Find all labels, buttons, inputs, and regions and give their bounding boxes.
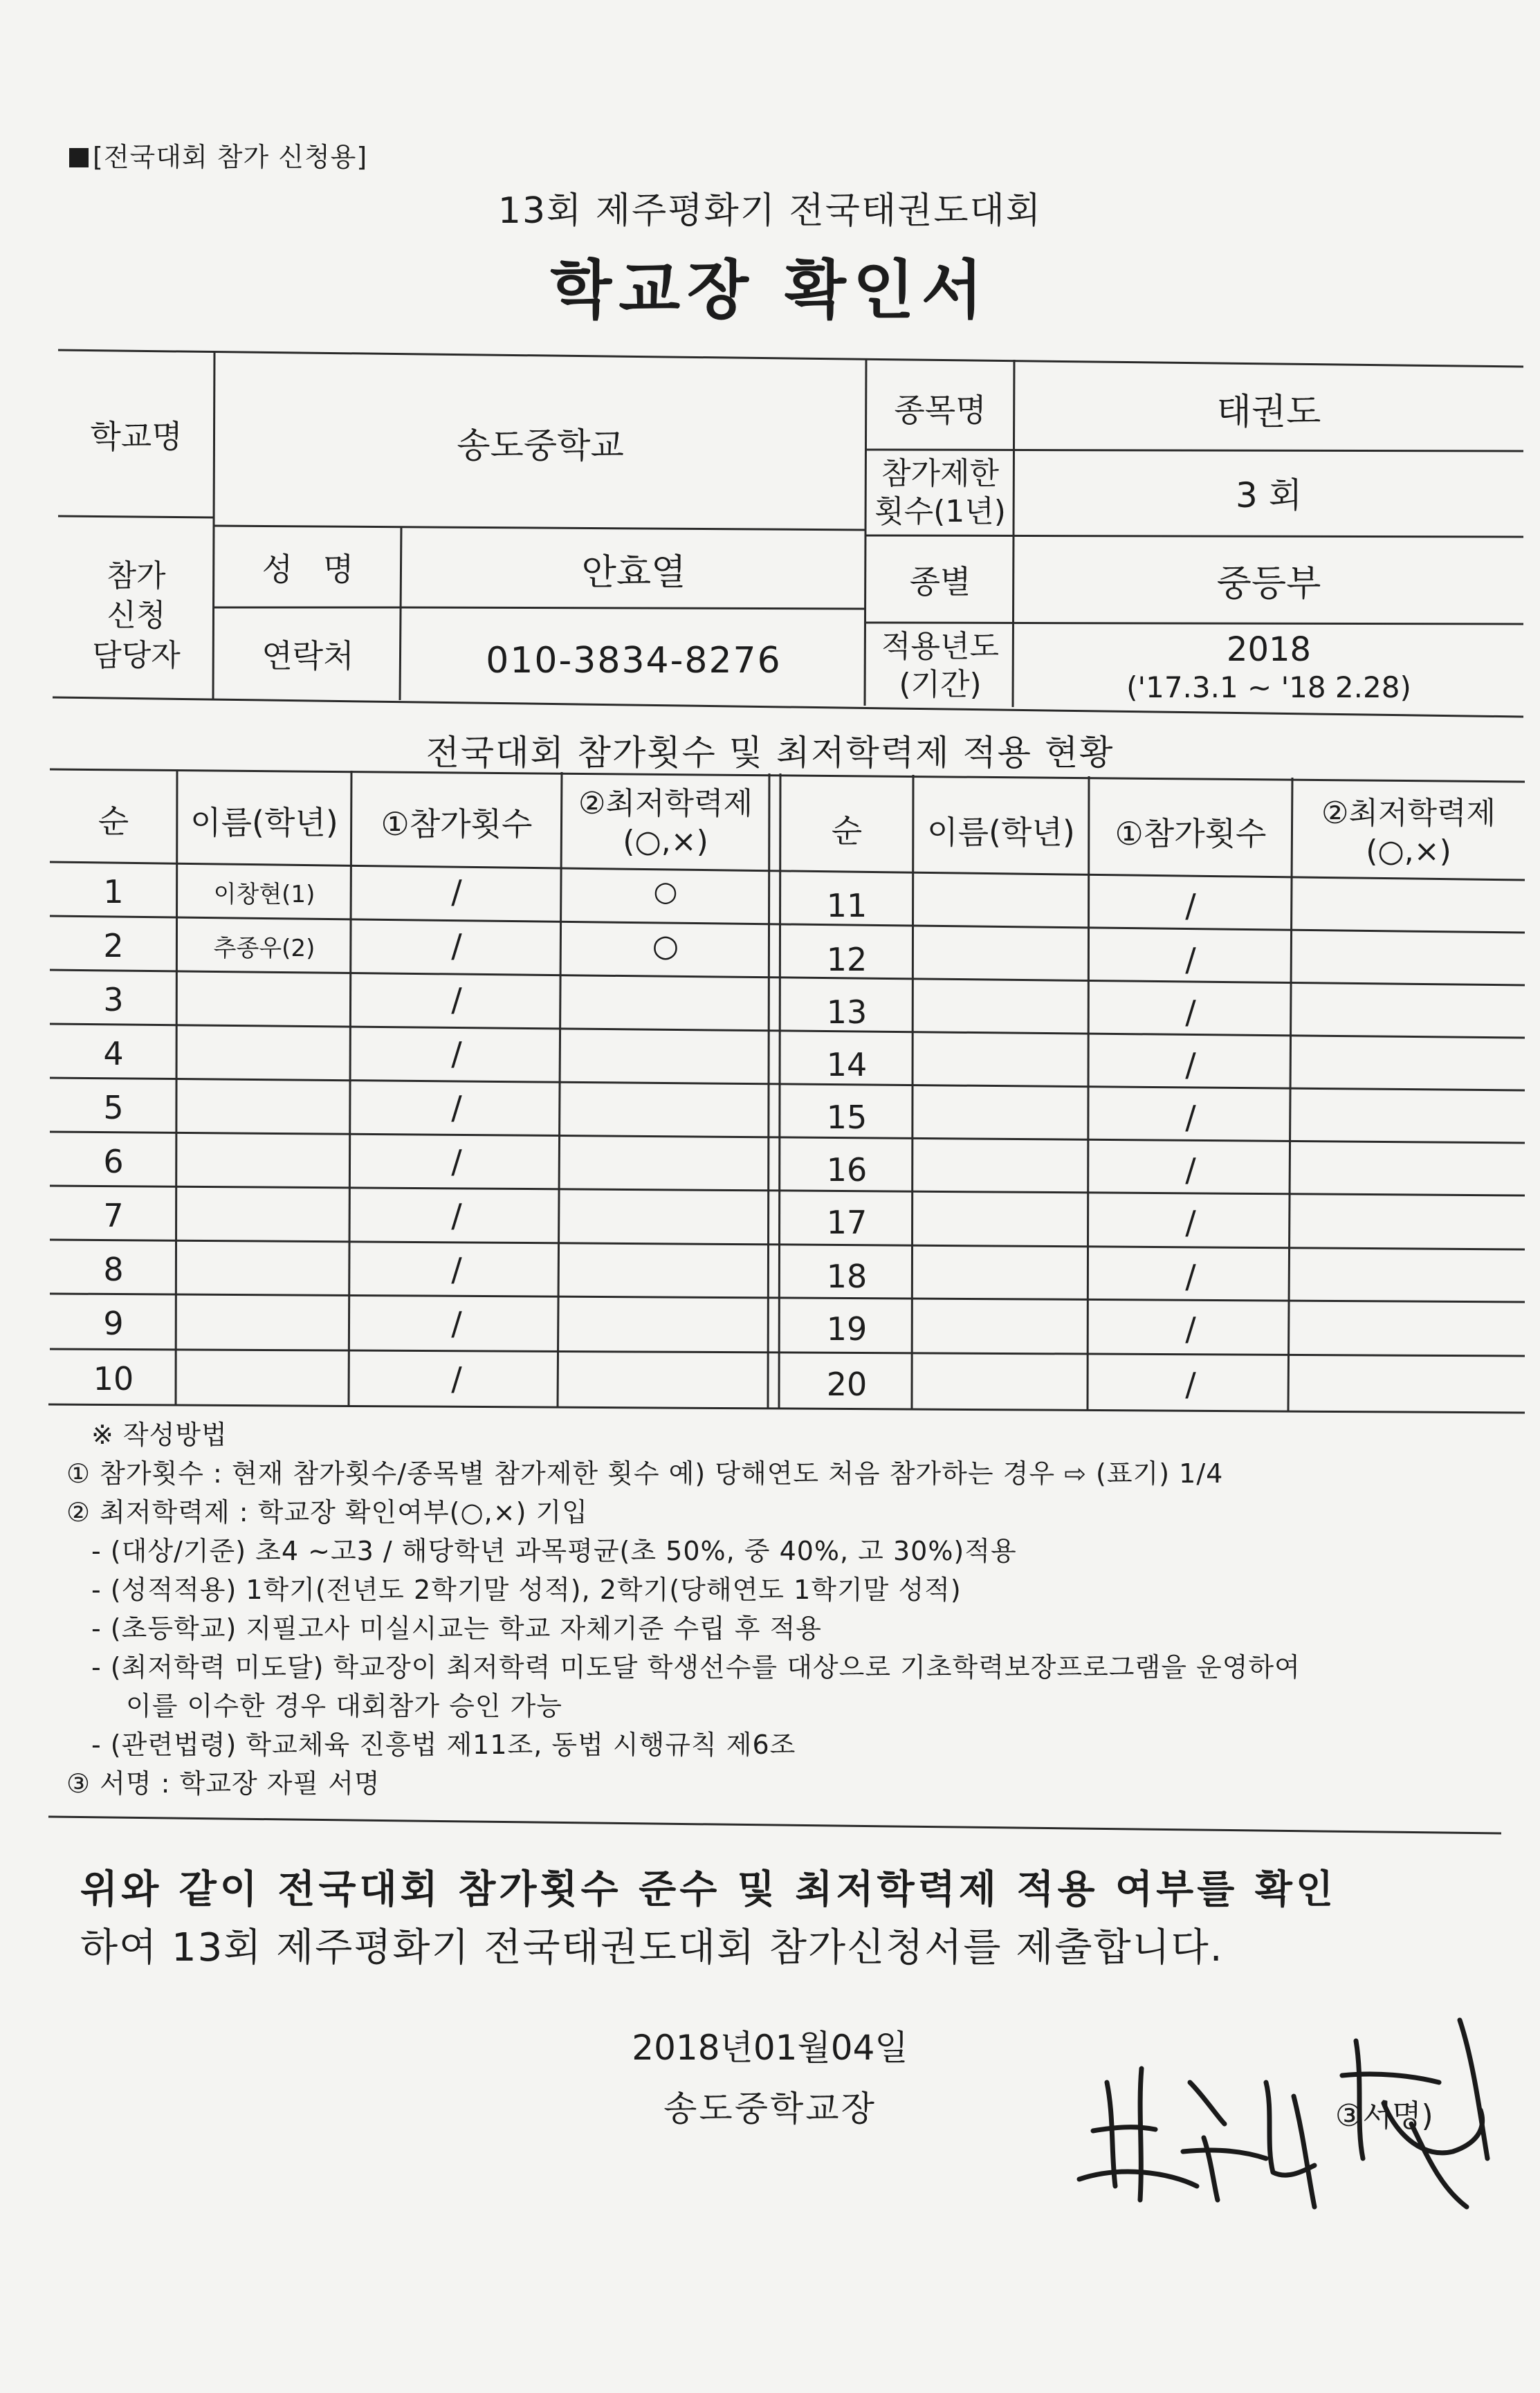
participation-limit-value: 3 회 [1235, 475, 1302, 515]
contact-value: 010-3834-8276 [486, 640, 782, 681]
year-value: 2018 ('17.3.1 ~ '18 2.28) [1126, 630, 1411, 704]
instruction-subitem: 이를 이수한 경우 대회참가 승인 가능 [126, 1691, 563, 1721]
school-principal: 송도중학교장 [663, 2089, 877, 2129]
manager-name-value: 안효열 [581, 551, 686, 594]
event-value: 태권도 [1216, 391, 1321, 433]
header-count-left: ①참가횟수 [381, 805, 533, 843]
instruction-item: ② 최저학력제 : 학교장 확인여부(○,×) 기입 [66, 1497, 588, 1528]
instruction-subitem: - (관련법령) 학교체육 진흥법 제11조, 동법 시행규칙 제6조 [91, 1730, 796, 1760]
event-label: 종목명 [894, 392, 987, 429]
form-tag: [전국대회 참가 신청용] [69, 136, 367, 174]
status-section-title: 전국대회 참가횟수 및 최저학력제 적용 현황 [425, 733, 1115, 773]
writing-instructions [66, 1415, 1301, 1803]
instruction-subitem: - (대상/기준) 초4 ~고3 / 해당학년 과목평균(초 50%, 중 40%, 고 30%)적용 [91, 1536, 1017, 1566]
header-seq-right: 순 [831, 812, 863, 850]
contact-label: 연락처 [262, 637, 354, 675]
declaration-text: 위와 같이 전국대회 참가횟수 준수 및 최저학력제 적용 여부를 확인 하여 13회 제주평화기 전국태권도대회 참가신청서를 제출합니다. [80, 1867, 1337, 1970]
submission-date: 2018년01월04일 [632, 2028, 908, 2068]
header-min-right: ②최저학력제 (○,×) [1321, 796, 1496, 869]
division-label: 종별 [909, 563, 971, 600]
competition-subtitle: 13회 제주평화기 전국태권도대회 [497, 190, 1043, 232]
instruction-subitem: - (최저학력 미도달) 학교장이 최저학력 미도달 학생선수를 대상으로 기초학력보장프로그램을 운영하여 [91, 1652, 1301, 1683]
applicant-label: 참가 신청 담당자 [92, 558, 181, 673]
header-name-left: 이름(학년) [190, 804, 338, 841]
school-value: 송도중학교 [457, 425, 624, 466]
header-min-left: ②최저학력제 (○,×) [578, 786, 753, 859]
header-name-right: 이름(학년) [927, 814, 1075, 851]
school-label: 학교명 [90, 418, 183, 455]
year-label: 적용년도 (기간) [881, 629, 999, 702]
instruction-item: ③ 서명 : 학교장 자필 서명 [66, 1768, 381, 1799]
handwritten-signature [1065, 1979, 1508, 2228]
name-label: 성 명 [262, 551, 354, 588]
division-value: 중등부 [1216, 562, 1321, 605]
instructions-heading: ※ 작성방법 [91, 1420, 228, 1450]
header-count-right: ①참가횟수 [1115, 815, 1267, 852]
page-title: 학교장 확인서 [550, 253, 990, 327]
signature-label: ③서명) [1335, 2098, 1433, 2134]
instruction-item: ① 참가횟수 : 현재 참가횟수/종목별 참가제한 횟수 예) 당해연도 처음 참가하는 경우 ⇨ (표기) 1/4 [66, 1458, 1224, 1489]
header-seq-left: 순 [98, 803, 129, 840]
instruction-subitem: - (초등학교) 지필고사 미실시교는 학교 자체기준 수립 후 적용 [91, 1613, 822, 1644]
instruction-subitem: - (성적적용) 1학기(전년도 2학기말 성적), 2학기(당해연도 1학기말 성적) [91, 1575, 962, 1605]
participation-limit-label: 참가제한 횟수(1년) [874, 456, 1006, 529]
confirmation-document: [전국대회 참가 신청용] 13회 제주평화기 전국태권도대회 학교장 확인서 학교명 송도중학교 종목명 태권도 참가제한 횟수(1년) 3 회 참가 신청 담당자 성 명 안효열 종별 중등부 연락처 010-3834-8276 적용년도 (기간) 2018 ('17.3.1 ~ '18 2.28) 전국대회 참가횟수 및 최저학력제 적용 현황 순 이름(학년) ①참가횟수 ②최저학력제 (○,×) 순 이름(학년) ①참가횟수 ②최저학력제 (○,×) 1 이창현(1) / ○ 2 추종우(2) / ○ 3 / 4 / 5 / 6 / 7 / 8 / 9 / 10 / 11 / 12 / 13 / 14 / 15 / 16 / 17 / 18 / 19 / 20 / ※ 작성방법 ① 참가횟수 : 현재 참가횟수/종목별 참가제한 횟수 예) 당해연도 처음 참가하는 경우 ⇨ (표기) 1/4 ② 최저학력제 : 학교장 확인여부(○,×) 기입 - (대상/기준) 초4 ~고3 / 해당학년 과목평균(초 50%, 중 40%, 고 30%)적용 - (성적적용) 1학기(전년도 2학기말 성적), 2학기(당해연도 1학기말 성적) - (초등학교) 지필고사 미실시교는 학교 자체기준 수립 후 적용 - (최저학력 미도달) 학교장이 최저학력 미도달 학생선수를 대상으로 기초학력보장프로그램을 운영하여 이를 이수한 경우 대회참가 승인 가능 - (관련법령) 학교체육 진흥법 제11조, 동법 시행규칙 제6조 ③ 서명 : 학교장 자필 서명 위와 같이 전국대회 참가횟수 준수 및 최저학력제 적용 여부를 확인 하여 13회 제주평화기 전국태권도대회 참가신청서를 제출합니다. 2018년01월04일 송도중학교장 ③서명) [0, 0, 1540, 2393]
